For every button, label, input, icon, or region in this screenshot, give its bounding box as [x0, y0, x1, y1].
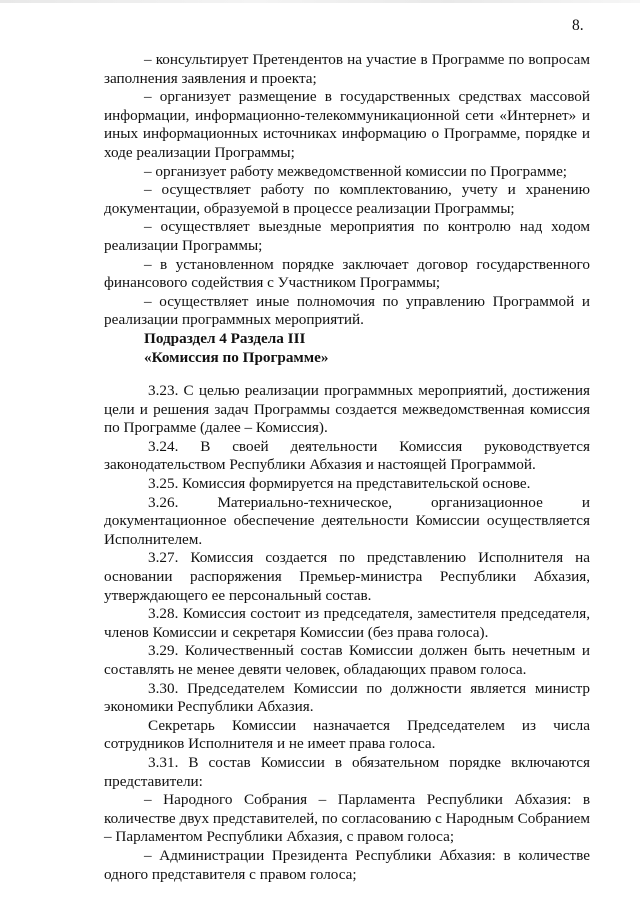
- paragraph-media: – организует размещение в государственных средствах массовой информации, информационно-телекоммуникационной сети «Интернет» и иных информационных источниках информацию о Программе, порядке и ходе реализации Программы;: [104, 88, 590, 161]
- paragraph-administration: – Администрации Президента Республики Абхазия: в количестве одного представителя с правом голоса;: [104, 846, 590, 883]
- section-heading-line1: Подраздел 4 Раздела III: [144, 329, 306, 347]
- clause-3-28: 3.28. Комиссия состоит из председателя, заместителя председателя, членов Комиссии и секретаря Комиссии (без права голоса).: [104, 605, 590, 641]
- clause-3-27: 3.27. Комиссия создается по представлению Исполнителя на основании распоряжения Премьер-министра Республики Абхазия, утверждающего ее персональный состав.: [104, 549, 590, 604]
- paragraph-contract: – в установленном порядке заключает договор государственного финансового содействия с Участником Программы;: [104, 255, 590, 292]
- heading-spacer: [104, 367, 590, 382]
- clause-3-23: 3.23. С целью реализации программных мероприятий, достижения цели и решения задач Программы создается межведомственная комиссия по Программе (далее – Комиссия).: [104, 382, 590, 437]
- clause-3-31: 3.31. В состав Комиссии в обязательном порядке включаются представители:: [104, 753, 590, 790]
- scan-edge: [0, 0, 640, 3]
- clause-3-25: 3.25. Комиссия формируется на представительской основе.: [148, 475, 531, 493]
- paragraph-field-control: – осуществляет выездные мероприятия по контролю над ходом реализации Программы;: [104, 218, 590, 254]
- paragraph-consults: – консультирует Претендентов на участие в Программе по вопросам заполнения заявления и проекта;: [104, 51, 590, 87]
- clause-3-26: 3.26. Материально-техническое, организационное и документационное обеспечение деятельности Комиссии осуществляется Исполнителем.: [104, 493, 590, 548]
- paragraph-commission-work: – организует работу межведомственной комиссии по Программе;: [144, 162, 568, 180]
- paragraph-documentation: – осуществляет работу по комплектованию, учету и хранению документации, образуемой в процессе реализации Программы;: [104, 181, 590, 217]
- section-heading-line2: «Комиссия по Программе»: [144, 348, 329, 366]
- paragraph-secretary: Секретарь Комиссии назначается Председателем из числа сотрудников Исполнителя и не имеет права голоса.: [104, 716, 590, 753]
- paragraph-other-powers: – осуществляет иные полномочия по управлению Программой и реализации программных мероприятий.: [104, 292, 590, 329]
- clause-3-24: 3.24. В своей деятельности Комиссия руководствуется законодательством Республики Абхазия и настоящей Программой.: [104, 437, 590, 474]
- paragraph-parliament: – Народного Собрания – Парламента Республики Абхазия: в количестве двух представителей, по согласованию с Народным Собранием – Парламентом Республики Абхазия, с правом голоса;: [104, 791, 590, 846]
- document-body: [104, 51, 590, 884]
- clause-3-29: 3.29. Количественный состав Комиссии должен быть нечетным и составлять не менее девяти человек, обладающих правом голоса.: [104, 642, 590, 678]
- clause-3-30: 3.30. Председателем Комиссии по должности является министр экономики Республики Абхазия.: [104, 679, 590, 716]
- page-number: 8.: [572, 17, 584, 34]
